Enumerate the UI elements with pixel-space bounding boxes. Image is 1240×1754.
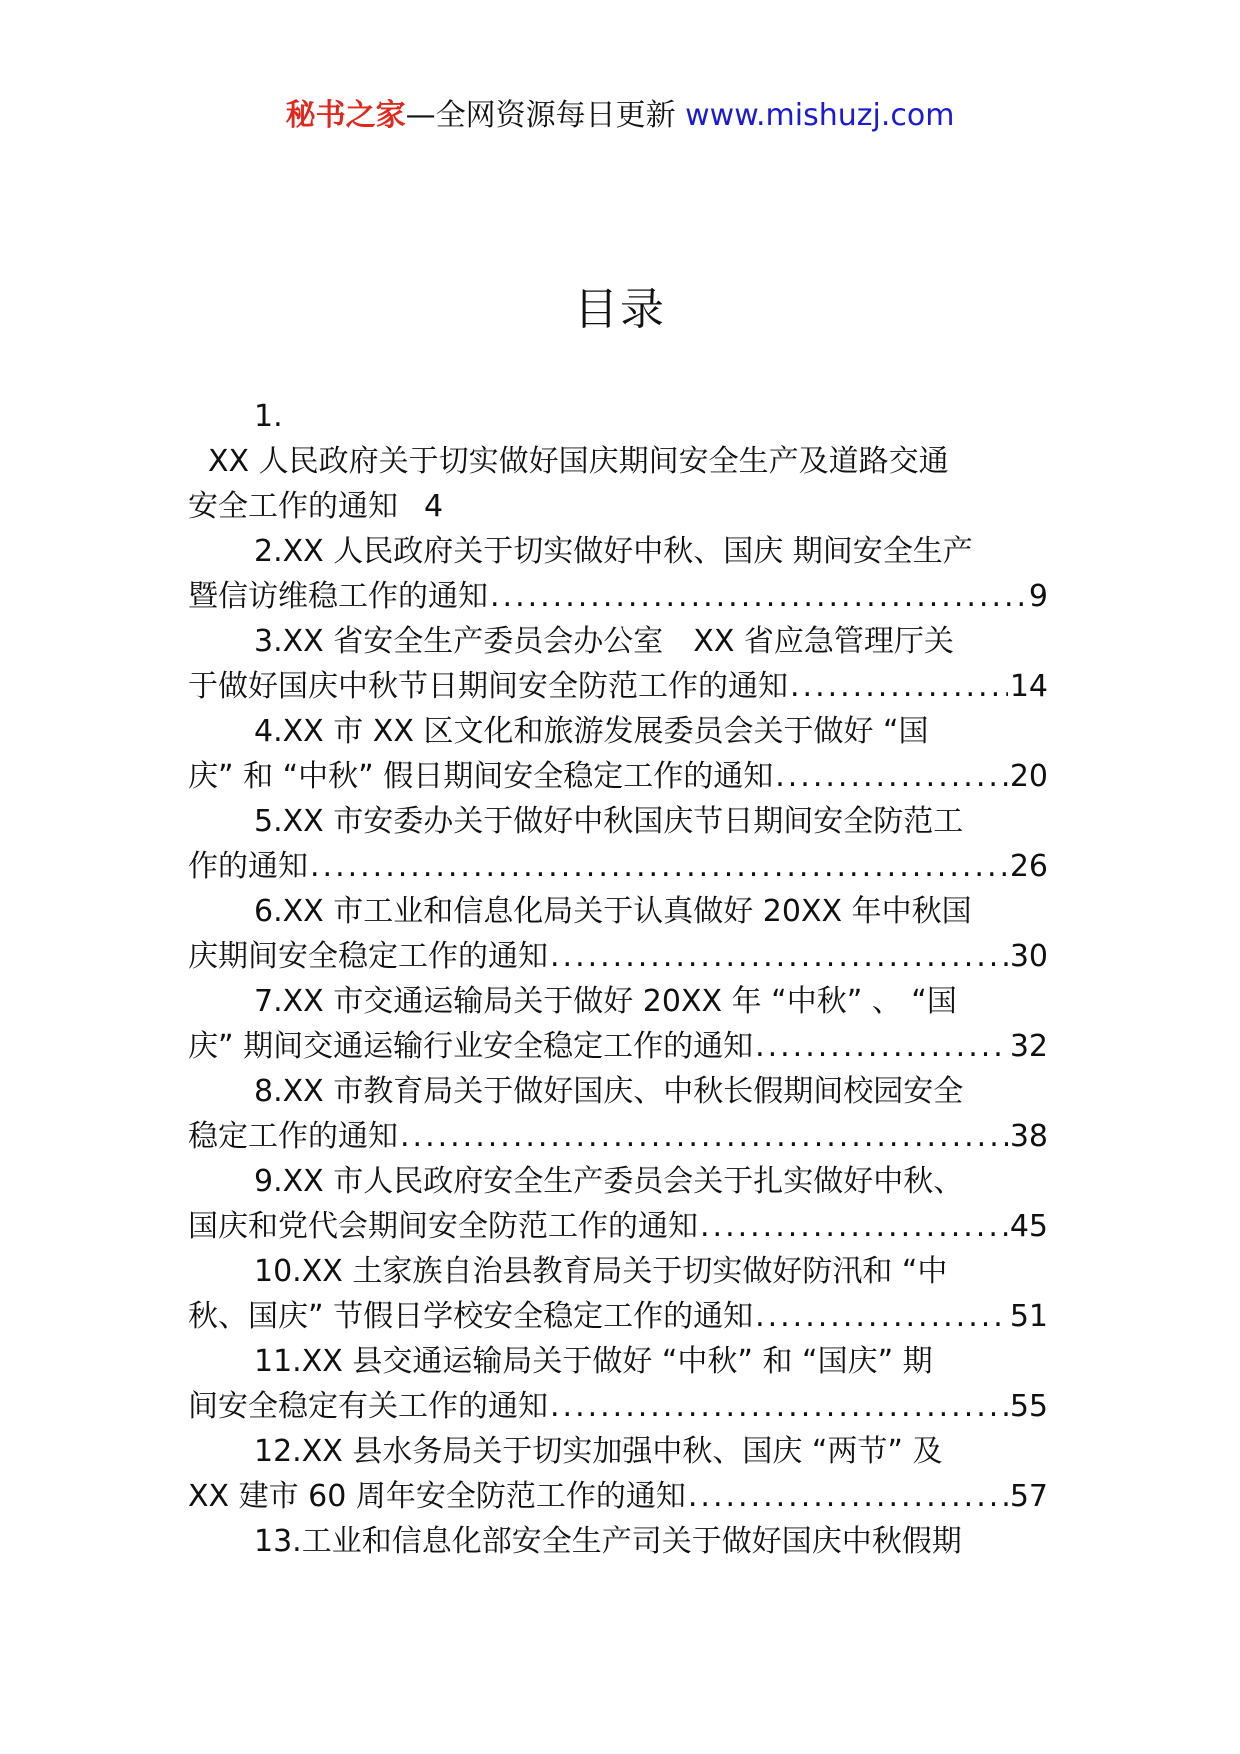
toc-entry-1-line[interactable] [188, 439, 1048, 484]
brand-name: 秘书之家 [285, 98, 406, 133]
toc-page-number: 55 [1009, 1389, 1048, 1424]
toc-entry-10-line1[interactable] [188, 1249, 1048, 1294]
toc-entry-number: 1. [254, 399, 283, 434]
toc-entry-1-number[interactable] [188, 394, 1048, 439]
toc-entry-2-line1[interactable] [188, 529, 1048, 574]
toc-entry-6-line1[interactable] [188, 889, 1048, 934]
toc-page-number: 4 [424, 489, 444, 524]
toc-entry-text: 安全工作的通知 [188, 489, 398, 524]
toc-entry-text: 5.XX 市安委办关于做好中秋国庆节日期间安全防范工 [254, 804, 964, 839]
dot-leader [688, 1474, 1008, 1519]
toc-page-number: 38 [1009, 1119, 1048, 1154]
toc-entry-4-line1[interactable] [188, 709, 1048, 754]
dot-leader [550, 1384, 1008, 1429]
toc-page-number: 20 [1009, 759, 1048, 794]
toc-entry-7-line1[interactable] [188, 979, 1048, 1024]
toc-entry-text: 间安全稳定有关工作的通知 [188, 1389, 548, 1424]
toc-entry-text: 8.XX 市教育局关于做好国庆、中秋长假期间校园安全 [254, 1074, 964, 1109]
toc-entry-text: 11.XX 县交通运输局关于做好 “中秋” 和 “国庆” 期 [254, 1344, 933, 1379]
toc-entry-2-line2[interactable] [188, 574, 1048, 619]
toc-entry-text: 作的通知 [188, 849, 308, 884]
toc-entry-13-line1[interactable] [188, 1519, 1048, 1564]
toc-entry-text: XX 建市 60 周年安全防范工作的通知 [188, 1479, 686, 1514]
dot-leader [775, 754, 1008, 799]
toc-page-number: 9 [1028, 579, 1048, 614]
dot-leader [790, 664, 1008, 709]
toc-entry-text: 4.XX 市 XX 区文化和旅游发展委员会关于做好 “国 [254, 714, 929, 749]
toc-entry-4-line2[interactable] [188, 754, 1048, 799]
header-tagline: —全网资源每日更新 [405, 98, 676, 133]
toc-entry-12-line1[interactable] [188, 1429, 1048, 1474]
toc-entry-8-line1[interactable] [188, 1069, 1048, 1114]
toc-entry-3-line2[interactable] [188, 664, 1048, 709]
dot-leader [700, 1204, 1008, 1249]
toc-entry-text: 庆” 和 “中秋” 假日期间安全稳定工作的通知 [188, 759, 774, 794]
toc-entry-text: 秋、国庆” 节假日学校安全稳定工作的通知 [188, 1299, 754, 1334]
toc-entry-text: 稳定工作的通知 [188, 1119, 398, 1154]
toc-entry-text: 10.XX 土家族自治县教育局关于切实做好防汛和 “中 [254, 1254, 948, 1289]
page-title: 目录 [574, 284, 666, 335]
dot-leader [755, 1294, 1008, 1339]
toc-entry-1-line[interactable] [188, 484, 1048, 529]
dot-leader [550, 934, 1008, 979]
site-url-link[interactable]: www.mishuzj.com [685, 98, 955, 133]
toc-entry-text: 7.XX 市交通运输局关于做好 20XX 年 “中秋” 、 “国 [254, 984, 957, 1019]
toc-entry-text: 12.XX 县水务局关于切实加强中秋、国庆 “两节” 及 [254, 1434, 943, 1469]
toc-entry-text: 于做好国庆中秋节日期间安全防范工作的通知 [188, 669, 788, 704]
toc-entry-text: 6.XX 市工业和信息化局关于认真做好 20XX 年中秋国 [254, 894, 972, 929]
toc-entry-5-line2[interactable] [188, 844, 1048, 889]
toc-entry-10-line2[interactable] [188, 1294, 1048, 1339]
toc-entry-text: 2.XX 人民政府关于切实做好中秋、国庆 期间安全生产 [254, 534, 973, 569]
toc-entry-5-line1[interactable] [188, 799, 1048, 844]
dot-leader [310, 844, 1008, 889]
toc-entry-11-line1[interactable] [188, 1339, 1048, 1384]
toc-page-number: 30 [1009, 939, 1048, 974]
toc-entry-6-line2[interactable] [188, 934, 1048, 979]
toc-entry-text: XX 人民政府关于切实做好国庆期间安全生产及道路交通 [208, 444, 949, 479]
toc-entry-text: 3.XX 省安全生产委员会办公室 XX 省应急管理厅关 [254, 624, 954, 659]
toc-entry-text: 庆” 期间交通运输行业安全稳定工作的通知 [188, 1029, 754, 1064]
toc-entry-7-line2[interactable] [188, 1024, 1048, 1069]
table-of-contents [188, 394, 1048, 1564]
toc-page-number: 45 [1009, 1209, 1048, 1244]
toc-entry-12-line2[interactable] [188, 1474, 1048, 1519]
site-header [0, 96, 1240, 136]
dot-leader [755, 1024, 1008, 1069]
dot-leader [400, 1114, 1008, 1159]
toc-entry-8-line2[interactable] [188, 1114, 1048, 1159]
toc-page-number: 26 [1009, 849, 1048, 884]
toc-entry-11-line2[interactable] [188, 1384, 1048, 1429]
toc-entry-3-line1[interactable] [188, 619, 1048, 664]
dot-leader [490, 574, 1027, 619]
toc-entry-text: 暨信访维稳工作的通知 [188, 579, 488, 614]
toc-entry-text: 庆期间安全稳定工作的通知 [188, 939, 548, 974]
toc-entry-text: 13.工业和信息化部安全生产司关于做好国庆中秋假期 [254, 1524, 962, 1559]
toc-entry-text: 国庆和党代会期间安全防范工作的通知 [188, 1209, 698, 1244]
toc-page-number: 14 [1009, 669, 1048, 704]
toc-page-number: 32 [1009, 1029, 1048, 1064]
toc-entry-9-line1[interactable] [188, 1159, 1048, 1204]
toc-page-number: 57 [1009, 1479, 1048, 1514]
toc-entry-text: 9.XX 市人民政府安全生产委员会关于扎实做好中秋、 [254, 1164, 964, 1199]
toc-page-number: 51 [1009, 1299, 1048, 1334]
toc-entry-9-line2[interactable] [188, 1204, 1048, 1249]
